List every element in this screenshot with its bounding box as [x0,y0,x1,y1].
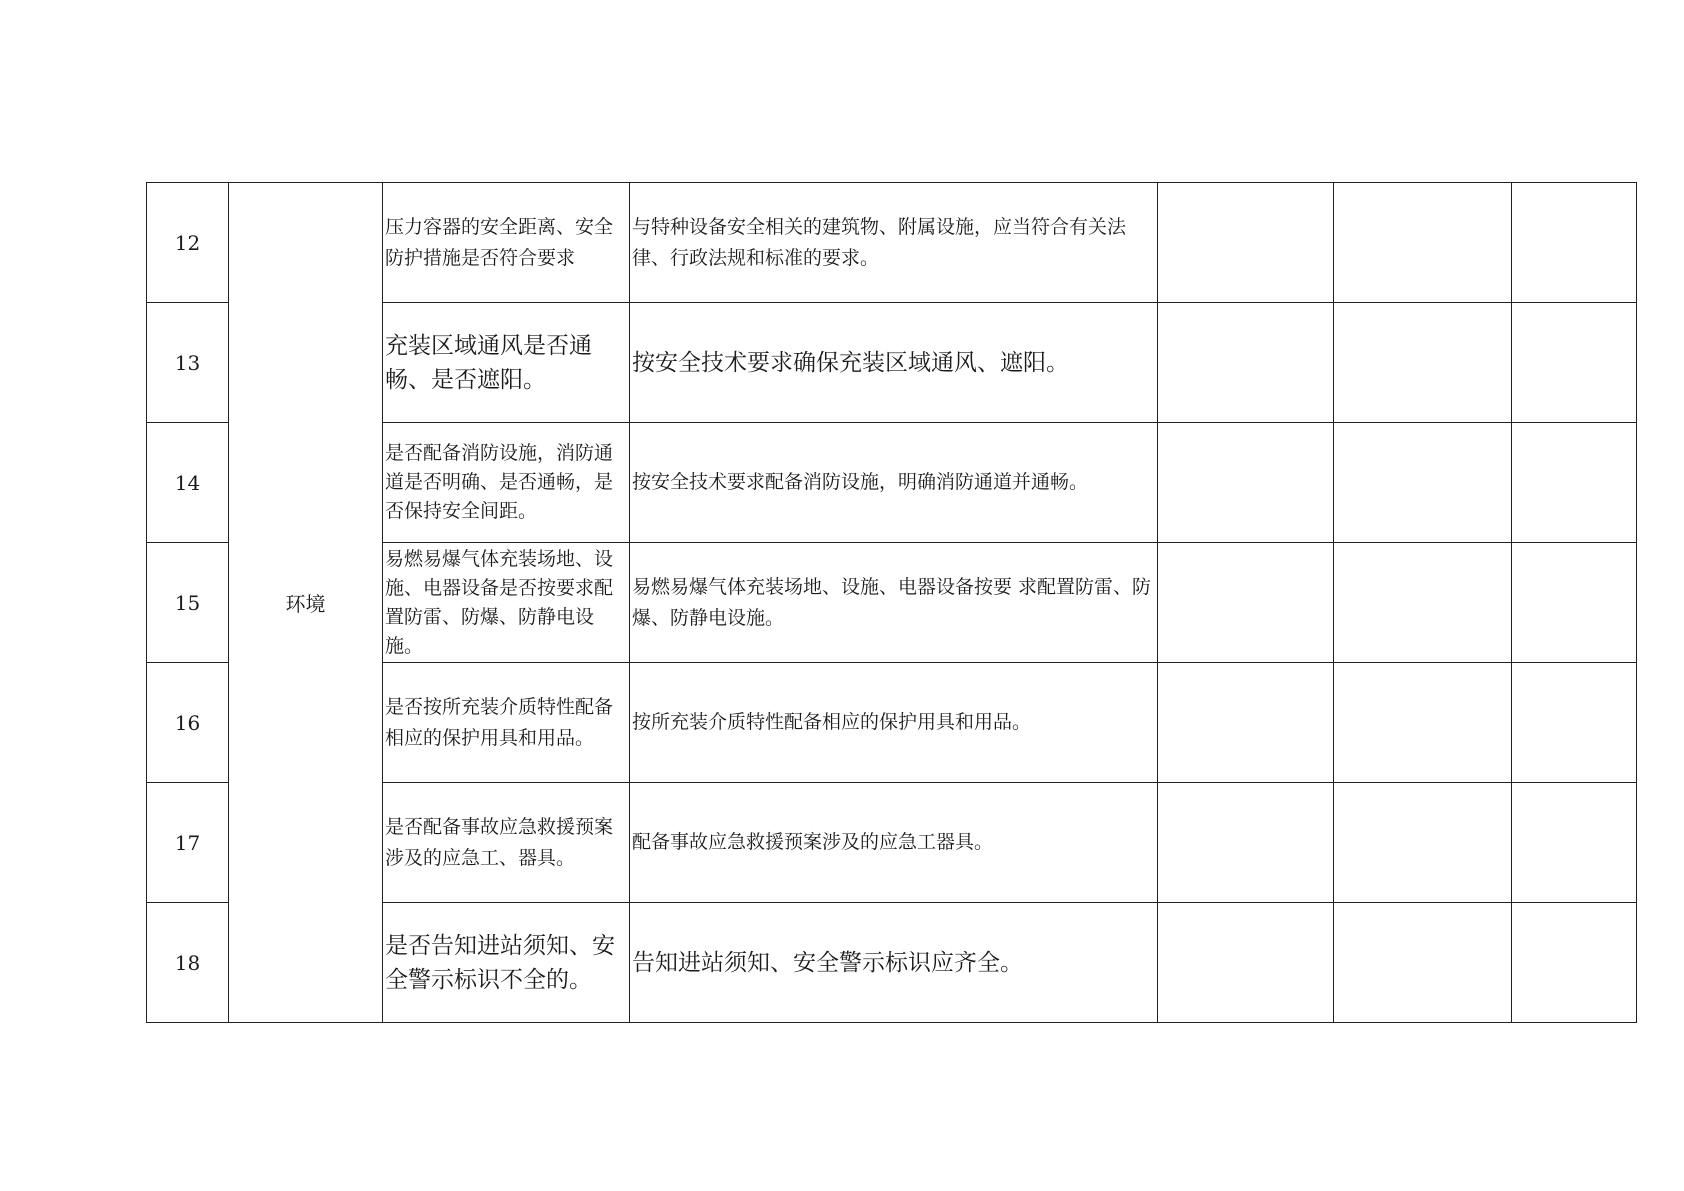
blank-cell[interactable] [1158,903,1334,1023]
requirement: 告知进站须知、安全警示标识应齐全。 [630,903,1158,1023]
row-number: 13 [147,303,229,423]
blank-cell[interactable] [1158,663,1334,783]
blank-cell[interactable] [1334,903,1512,1023]
row-number: 17 [147,783,229,903]
row-number: 12 [147,183,229,303]
blank-cell[interactable] [1334,423,1512,543]
row-number: 16 [147,663,229,783]
blank-cell[interactable] [1512,543,1637,663]
blank-cell[interactable] [1334,183,1512,303]
requirement: 配备事故应急救援预案涉及的应急工器具。 [630,783,1158,903]
category-cell: 环境 [229,183,383,1023]
blank-cell[interactable] [1512,663,1637,783]
blank-cell[interactable] [1334,303,1512,423]
check-item: 充装区域通风是否通畅、是否遮阳。 [383,303,630,423]
blank-cell[interactable] [1512,903,1637,1023]
requirement: 按安全技术要求配备消防设施，明确消防通道并通畅。 [630,423,1158,543]
check-item: 易燃易爆气体充装场地、设施、电器设备是否按要求配置防雷、防爆、防静电设施。 [383,543,630,663]
blank-cell[interactable] [1334,783,1512,903]
requirement: 按安全技术要求确保充装区域通风、遮阳。 [630,303,1158,423]
blank-cell[interactable] [1512,183,1637,303]
check-item: 是否配备消防设施，消防通道是否明确、是否通畅，是否保持安全间距。 [383,423,630,543]
requirement: 易燃易爆气体充装场地、设施、电器设备按要 求配置防雷、防爆、防静电设施。 [630,543,1158,663]
blank-cell[interactable] [1158,183,1334,303]
row-number: 18 [147,903,229,1023]
row-number: 14 [147,423,229,543]
requirement: 与特种设备安全相关的建筑物、附属设施，应当符合有关法律、行政法规和标准的要求。 [630,183,1158,303]
row-number: 15 [147,543,229,663]
blank-cell[interactable] [1158,423,1334,543]
blank-cell[interactable] [1512,303,1637,423]
inspection-table [146,182,1637,1023]
check-item: 是否告知进站须知、安全警示标识不全的。 [383,903,630,1023]
blank-cell[interactable] [1512,423,1637,543]
blank-cell[interactable] [1334,663,1512,783]
check-item: 压力容器的安全距离、安全防护措施是否符合要求 [383,183,630,303]
check-item: 是否按所充装介质特性配备相应的保护用具和用品。 [383,663,630,783]
requirement: 按所充装介质特性配备相应的保护用具和用品。 [630,663,1158,783]
blank-cell[interactable] [1512,783,1637,903]
blank-cell[interactable] [1158,783,1334,903]
table-row [147,183,1637,303]
blank-cell[interactable] [1334,543,1512,663]
blank-cell[interactable] [1158,303,1334,423]
blank-cell[interactable] [1158,543,1334,663]
check-item: 是否配备事故应急救援预案涉及的应急工、器具。 [383,783,630,903]
